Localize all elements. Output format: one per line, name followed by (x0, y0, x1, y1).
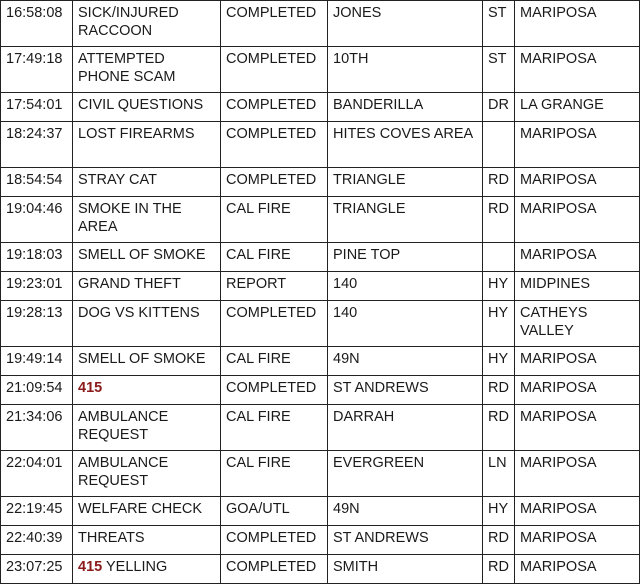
call-type-text: SMELL OF SMOKE (78, 247, 206, 263)
table-row (1, 405, 640, 451)
street-cell: BANDERILLA (328, 93, 483, 122)
call-type-cell (73, 1, 221, 47)
street-suffix-cell: RD (483, 376, 515, 405)
call-type-text: LOST FIREARMS (78, 126, 195, 142)
call-type-text: GRAND THEFT (78, 276, 181, 292)
time-cell: 19:18:03 (1, 243, 73, 272)
disposition-cell: COMPLETED (221, 376, 328, 405)
street-cell: PINE TOP (328, 243, 483, 272)
call-type-cell (73, 272, 221, 301)
city-cell: MARIPOSA (515, 47, 640, 93)
street-cell: HITES COVES AREA (328, 122, 483, 168)
disposition-cell: COMPLETED (221, 93, 328, 122)
city-cell: MARIPOSA (515, 243, 640, 272)
disposition-cell: CAL FIRE (221, 451, 328, 497)
street-cell: 140 (328, 272, 483, 301)
city-cell: MARIPOSA (515, 1, 640, 47)
street-cell: DARRAH (328, 405, 483, 451)
street-cell: ST ANDREWS (328, 526, 483, 555)
disposition-cell: GOA/UTL (221, 497, 328, 526)
table-row (1, 93, 640, 122)
call-type-text: AMBULANCE REQUEST (78, 455, 173, 489)
time-cell: 18:54:54 (1, 168, 73, 197)
street-cell: SMITH (328, 555, 483, 584)
call-type-text: ATTEMPTED PHONE SCAM (78, 51, 176, 85)
disposition-cell: CAL FIRE (221, 197, 328, 243)
table-row (1, 555, 640, 584)
call-type-cell (73, 347, 221, 376)
street-cell: TRIANGLE (328, 168, 483, 197)
street-suffix-cell (483, 243, 515, 272)
street-suffix-cell: RD (483, 555, 515, 584)
call-type-text: SMOKE IN THE AREA (78, 201, 185, 235)
call-type-cell (73, 405, 221, 451)
street-suffix-cell (483, 122, 515, 168)
table-row (1, 301, 640, 347)
call-type-text: STRAY CAT (78, 172, 157, 188)
disposition-cell: CAL FIRE (221, 347, 328, 376)
call-type-cell (73, 526, 221, 555)
table-row (1, 451, 640, 497)
call-code: 415 (78, 559, 103, 575)
disposition-cell: CAL FIRE (221, 243, 328, 272)
time-cell: 21:34:06 (1, 405, 73, 451)
street-suffix-cell: HY (483, 497, 515, 526)
disposition-cell: COMPLETED (221, 122, 328, 168)
street-suffix-cell: RD (483, 197, 515, 243)
city-cell: MARIPOSA (515, 497, 640, 526)
city-cell: CATHEYS VALLEY (515, 301, 640, 347)
city-cell: MARIPOSA (515, 376, 640, 405)
city-cell: MARIPOSA (515, 347, 640, 376)
table-row (1, 497, 640, 526)
disposition-cell: COMPLETED (221, 47, 328, 93)
street-cell: ST ANDREWS (328, 376, 483, 405)
city-cell: MIDPINES (515, 272, 640, 301)
call-type-cell (73, 376, 221, 405)
table-row (1, 526, 640, 555)
table-row (1, 376, 640, 405)
call-type-text: YELLING (102, 559, 168, 575)
call-type-cell (73, 122, 221, 168)
city-cell: MARIPOSA (515, 451, 640, 497)
street-cell: 49N (328, 497, 483, 526)
call-type-cell (73, 168, 221, 197)
city-cell: MARIPOSA (515, 168, 640, 197)
street-cell: 49N (328, 347, 483, 376)
call-type-text: WELFARE CHECK (78, 501, 203, 517)
street-cell: 140 (328, 301, 483, 347)
street-suffix-cell: DR (483, 93, 515, 122)
disposition-cell: COMPLETED (221, 168, 328, 197)
street-suffix-cell: RD (483, 526, 515, 555)
city-cell: MARIPOSA (515, 122, 640, 168)
table-row (1, 122, 640, 168)
street-suffix-cell: HY (483, 272, 515, 301)
time-cell: 23:07:25 (1, 555, 73, 584)
table-row (1, 168, 640, 197)
call-type-text: AMBULANCE REQUEST (78, 409, 173, 443)
table-row (1, 272, 640, 301)
time-cell: 19:23:01 (1, 272, 73, 301)
street-cell: JONES (328, 1, 483, 47)
disposition-cell: REPORT (221, 272, 328, 301)
city-cell: MARIPOSA (515, 526, 640, 555)
time-cell: 19:28:13 (1, 301, 73, 347)
city-cell: MARIPOSA (515, 555, 640, 584)
disposition-cell: CAL FIRE (221, 405, 328, 451)
time-cell: 17:54:01 (1, 93, 73, 122)
call-type-cell (73, 555, 221, 584)
city-cell: LA GRANGE (515, 93, 640, 122)
disposition-cell: COMPLETED (221, 301, 328, 347)
call-type-cell (73, 47, 221, 93)
table-row (1, 347, 640, 376)
call-type-text: SMELL OF SMOKE (78, 351, 206, 367)
time-cell: 18:24:37 (1, 122, 73, 168)
time-cell: 17:49:18 (1, 47, 73, 93)
disposition-cell: COMPLETED (221, 1, 328, 47)
street-suffix-cell: HY (483, 347, 515, 376)
table-row (1, 1, 640, 47)
street-cell: 10TH (328, 47, 483, 93)
disposition-cell: COMPLETED (221, 526, 328, 555)
table-row (1, 47, 640, 93)
call-type-cell (73, 497, 221, 526)
time-cell: 19:49:14 (1, 347, 73, 376)
table-row (1, 197, 640, 243)
call-type-cell (73, 243, 221, 272)
city-cell: MARIPOSA (515, 405, 640, 451)
call-type-cell (73, 301, 221, 347)
time-cell: 19:04:46 (1, 197, 73, 243)
call-type-cell (73, 451, 221, 497)
call-type-text: SICK/INJURED RACCOON (78, 5, 183, 39)
call-type-text: CIVIL QUESTIONS (78, 97, 204, 113)
street-suffix-cell: ST (483, 1, 515, 47)
call-log-body (1, 1, 640, 584)
call-type-cell (73, 93, 221, 122)
time-cell: 22:04:01 (1, 451, 73, 497)
street-suffix-cell: ST (483, 47, 515, 93)
disposition-cell: COMPLETED (221, 555, 328, 584)
street-cell: TRIANGLE (328, 197, 483, 243)
call-code: 415 (78, 380, 103, 396)
time-cell: 22:19:45 (1, 497, 73, 526)
table-row (1, 243, 640, 272)
city-cell: MARIPOSA (515, 197, 640, 243)
street-suffix-cell: HY (483, 301, 515, 347)
time-cell: 22:40:39 (1, 526, 73, 555)
street-suffix-cell: RD (483, 405, 515, 451)
call-type-text: DOG VS KITTENS (78, 305, 200, 321)
street-suffix-cell: RD (483, 168, 515, 197)
street-cell: EVERGREEN (328, 451, 483, 497)
street-suffix-cell: LN (483, 451, 515, 497)
time-cell: 21:09:54 (1, 376, 73, 405)
call-type-text: THREATS (78, 530, 145, 546)
call-type-cell (73, 197, 221, 243)
time-cell: 16:58:08 (1, 1, 73, 47)
